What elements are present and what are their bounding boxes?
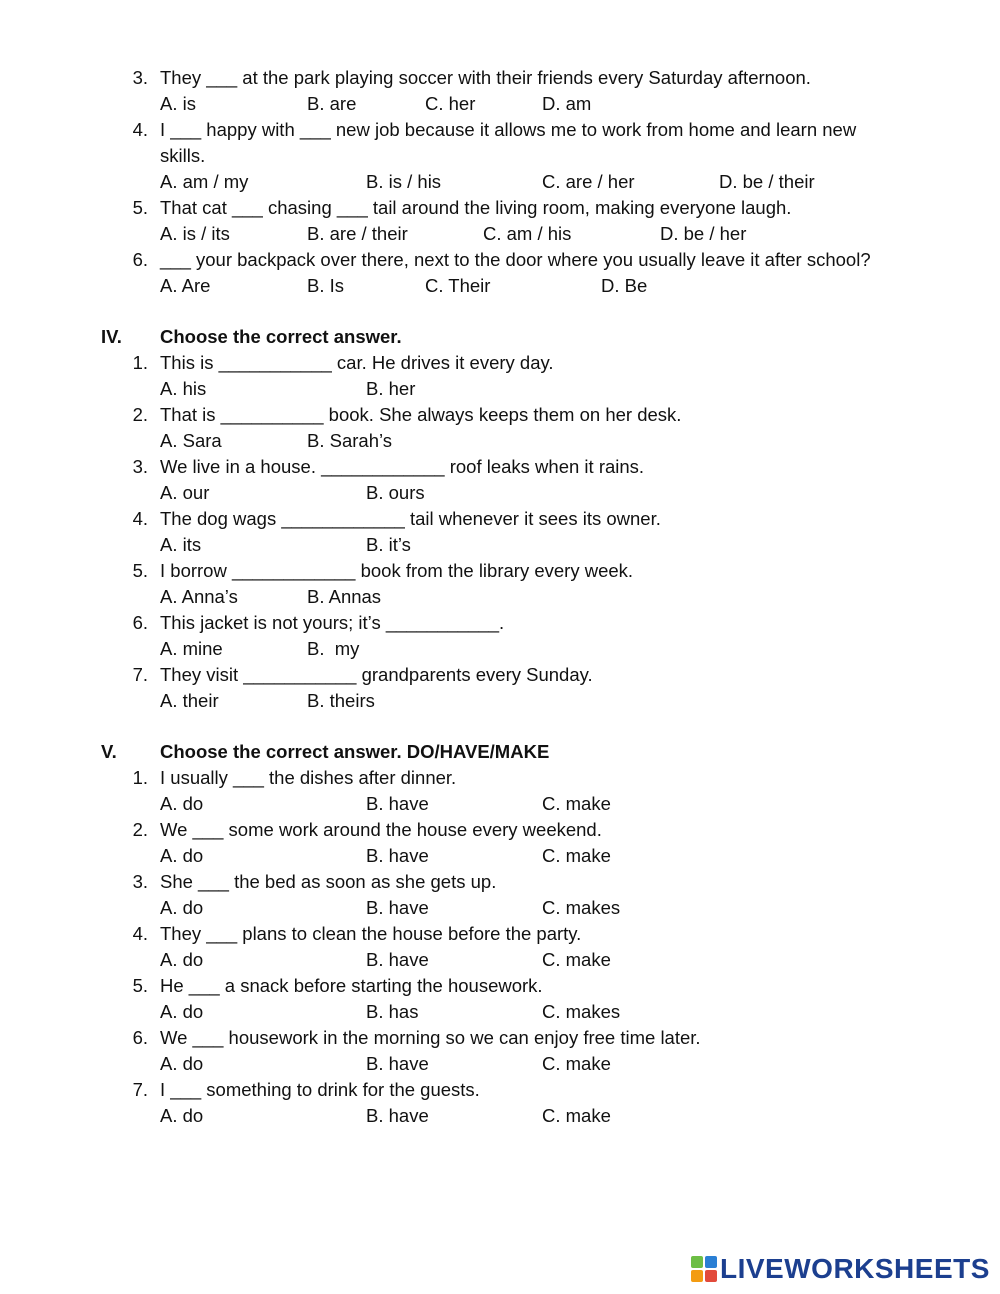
logo-tile-icon [691,1270,703,1282]
option-a[interactable]: A. do [160,949,204,970]
question-number: 7. [132,1079,148,1100]
option-c[interactable]: C. makes [542,897,621,918]
option-a[interactable]: A. do [160,793,204,814]
option-b[interactable]: B. are / their [307,223,408,244]
option-b[interactable]: B. it’s [366,534,411,555]
option-b[interactable]: B. Is [307,275,345,296]
option-a[interactable]: A. am / my [160,171,249,192]
section-title: Choose the correct answer. [160,326,402,347]
logo-tile-icon [691,1256,703,1268]
logo-mark-icon [691,1256,717,1282]
logo-wordmark: LIVEWORKSHEETS [720,1253,990,1284]
question-number: 3. [132,67,148,88]
option-c[interactable]: C. make [542,845,611,866]
question-text: We ___ some work around the house every weekend. [160,819,602,840]
question-text: ___ your backpack over there, next to the door where you usually leave it after school? [160,249,871,270]
option-a[interactable]: A. their [160,690,219,711]
question-text: The dog wags ____________ tail whenever it sees its owner. [160,508,661,529]
option-b[interactable]: B. have [366,845,429,866]
question-number: 5. [132,560,148,581]
question-number: 5. [132,975,148,996]
option-b[interactable]: B. have [366,949,429,970]
question-text: This is ___________ car. He drives it every day. [160,352,554,373]
question-text: They ___ at the park playing soccer with their friends every Saturday afternoon. [160,67,811,88]
option-b[interactable]: B. have [366,1053,429,1074]
option-b[interactable]: B. her [366,378,416,399]
liveworksheets-logo[interactable] [691,1254,990,1284]
option-b[interactable]: B. Sarah’s [307,430,393,451]
question-text: They visit ___________ grandparents every Sunday. [160,664,593,685]
question-text: We live in a house. ____________ roof leaks when it rains. [160,456,645,477]
question-number: 6. [132,612,148,633]
question-number: 4. [132,923,148,944]
question-text: They ___ plans to clean the house before the party. [160,923,582,944]
question-text-continued: skills. [160,145,206,166]
option-a[interactable]: A. its [160,534,202,555]
question-number: 4. [132,119,148,140]
option-a[interactable]: A. is / its [160,223,230,244]
option-a[interactable]: A. do [160,1105,204,1126]
section-number: IV. [101,326,122,347]
question-number: 2. [132,819,148,840]
question-number: 2. [132,404,148,425]
question-number: 1. [132,767,148,788]
option-c[interactable]: C. am / his [483,223,572,244]
logo-tile-icon [705,1270,717,1282]
option-b[interactable]: B. my [307,638,360,659]
question-number: 1. [132,352,148,373]
option-a[interactable]: A. do [160,1053,204,1074]
option-b[interactable]: B. ours [366,482,425,503]
question-number: 3. [132,871,148,892]
option-b[interactable]: B. have [366,793,429,814]
option-c[interactable]: C. Their [425,275,491,296]
option-a[interactable]: A. is [160,93,196,114]
option-c[interactable]: C. make [542,949,611,970]
option-b[interactable]: B. have [366,1105,429,1126]
option-c[interactable]: C. make [542,793,611,814]
option-d[interactable]: D. be / their [719,171,815,192]
question-number: 6. [132,249,148,270]
question-text: I ___ happy with ___ new job because it allows me to work from home and learn new [160,119,857,140]
question-text: We ___ housework in the morning so we can enjoy free time later. [160,1027,701,1048]
option-c[interactable]: C. are / her [542,171,635,192]
question-number: 7. [132,664,148,685]
option-a[interactable]: A. do [160,845,204,866]
question-number: 5. [132,197,148,218]
question-text: This jacket is not yours; it’s ___________. [160,612,505,633]
question-text: I ___ something to drink for the guests. [160,1079,480,1100]
question-text: I borrow ____________ book from the library every week. [160,560,634,581]
option-b[interactable]: B. Annas [307,586,382,607]
option-b[interactable]: B. are [307,93,357,114]
option-c[interactable]: C. make [542,1105,611,1126]
question-text: She ___ the bed as soon as she gets up. [160,871,497,892]
question-number: 6. [132,1027,148,1048]
question-text: He ___ a snack before starting the housework. [160,975,543,996]
option-a[interactable]: A. Are [160,275,211,296]
option-a[interactable]: A. do [160,1001,204,1022]
option-a[interactable]: A. mine [160,638,223,659]
option-b[interactable]: B. have [366,897,429,918]
option-b[interactable]: B. theirs [307,690,375,711]
question-number: 4. [132,508,148,529]
question-text: That cat ___ chasing ___ tail around the living room, making everyone laugh. [160,197,792,218]
question-number: 3. [132,456,148,477]
option-a[interactable]: A. do [160,897,204,918]
section-title: Choose the correct answer. DO/HAVE/MAKE [160,741,550,762]
option-b[interactable]: B. is / his [366,171,442,192]
option-a[interactable]: A. Anna’s [160,586,238,607]
option-c[interactable]: C. makes [542,1001,621,1022]
section-number: V. [101,741,117,762]
option-d[interactable]: D. be / her [660,223,747,244]
question-text: I usually ___ the dishes after dinner. [160,767,457,788]
option-a[interactable]: A. his [160,378,207,399]
option-a[interactable]: A. our [160,482,210,503]
option-d[interactable]: D. Be [601,275,648,296]
question-text: That is __________ book. She always keeps them on her desk. [160,404,682,425]
option-d[interactable]: D. am [542,93,592,114]
logo-tile-icon [705,1256,717,1268]
option-b[interactable]: B. has [366,1001,419,1022]
option-c[interactable]: C. make [542,1053,611,1074]
option-a[interactable]: A. Sara [160,430,222,451]
option-c[interactable]: C. her [425,93,476,114]
